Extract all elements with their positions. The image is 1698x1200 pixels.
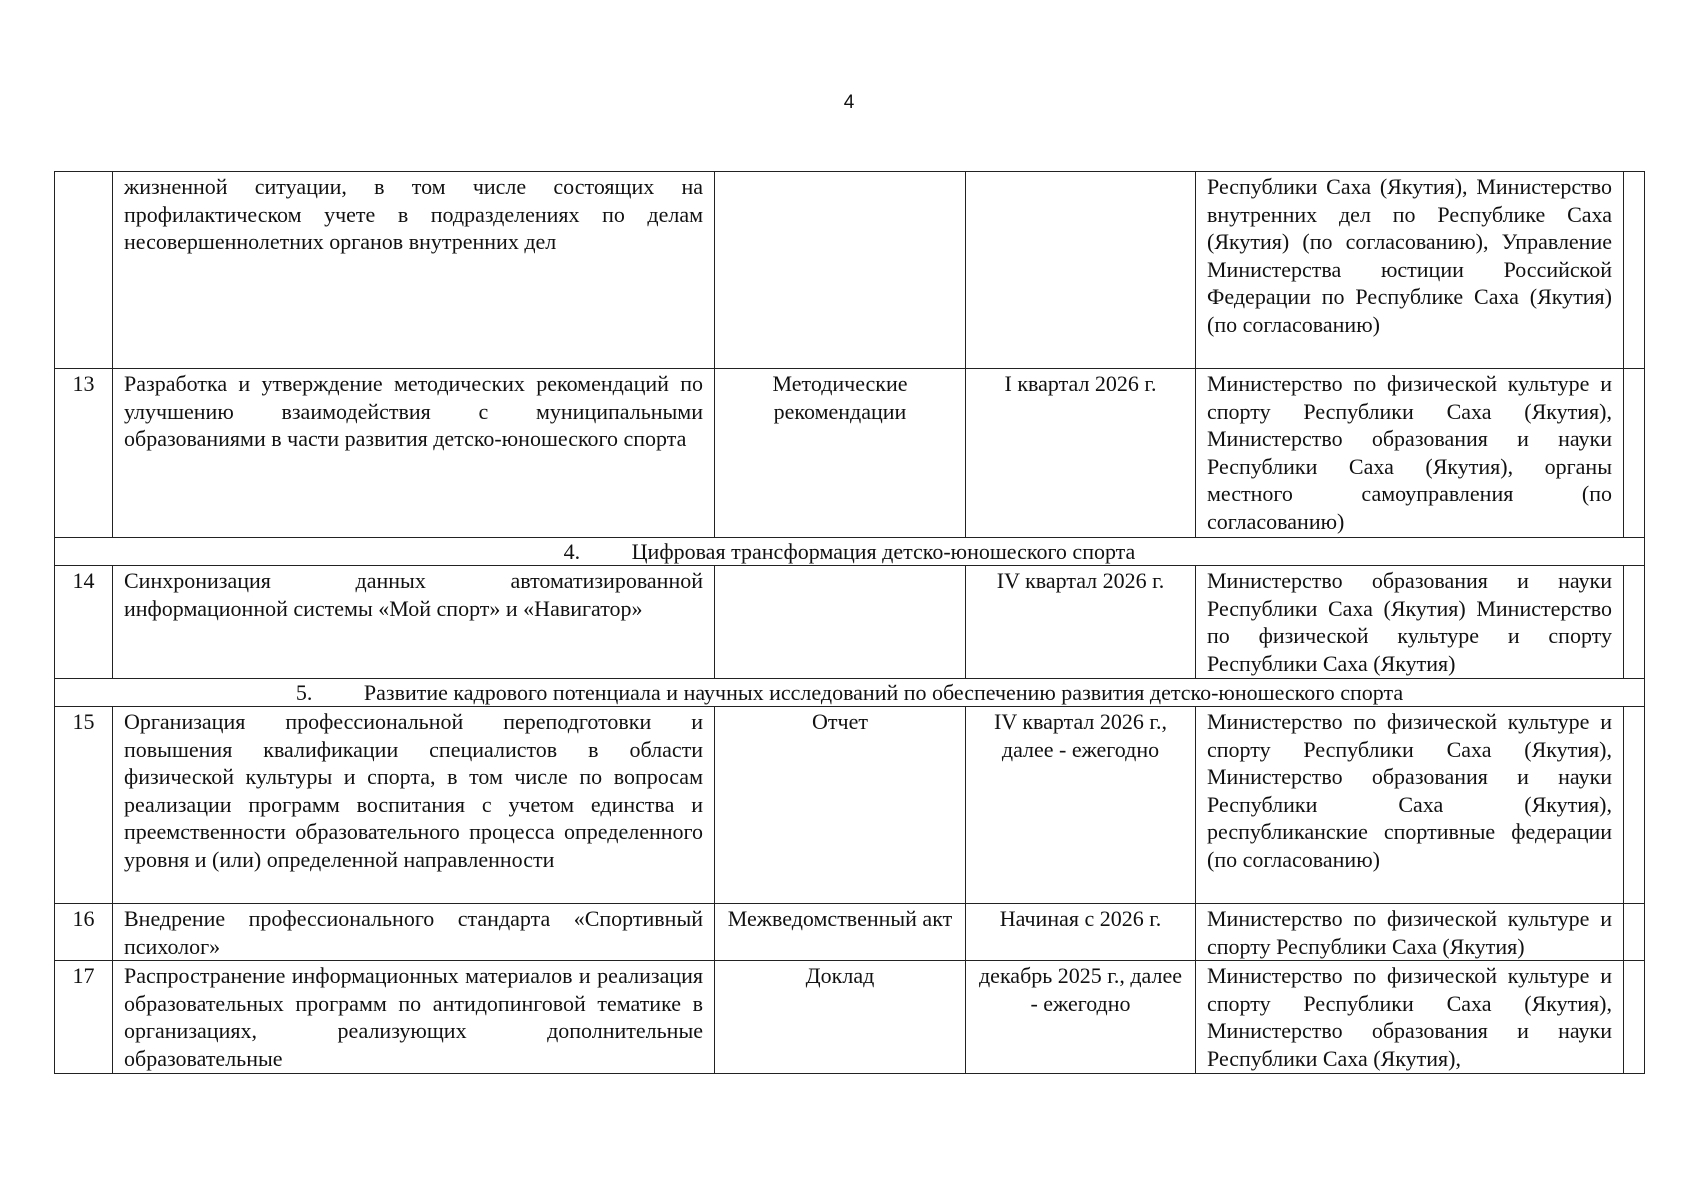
action-cell: Организация профессиональной переподготовки и повышения квалификации специалистов в области физической культуры и спорта, в том числе по вопросам реализации программ воспитания с учетом единства и преемственности образовательного процесса определенного уровня и (или) определенной направленности [113, 707, 715, 904]
table-row [55, 566, 1645, 679]
section-row [55, 538, 1645, 566]
result-cell [715, 566, 966, 679]
row-number: 14 [55, 566, 113, 679]
result-cell: Отчет [715, 707, 966, 904]
action-cell: Синхронизация данных автоматизированной информационной системы «Мой спорт» и «Навигатор» [113, 566, 715, 679]
action-text: Распространение информационных материалов и реализация образовательных программ по антидопинговой тематике в организациях, реализующих дополнительные образовательные [124, 963, 703, 1071]
row-number: 13 [55, 369, 113, 538]
section-heading [55, 538, 1645, 566]
action-cell [113, 961, 715, 1074]
deadline-cell: декабрь 2025 г., далее - ежегодно [966, 961, 1196, 1074]
table-row [55, 707, 1645, 904]
section-row [55, 679, 1645, 707]
extra-cell [1624, 172, 1645, 369]
executors-cell: Министерство по физической культуре и спорту Республики Саха (Якутия) [1196, 904, 1624, 961]
extra-cell [1624, 961, 1645, 1074]
extra-cell [1624, 369, 1645, 538]
section-number: 5. [295, 680, 313, 705]
result-cell: Доклад [715, 961, 966, 1074]
deadline-cell: IV квартал 2026 г. [966, 566, 1196, 679]
row-number [55, 172, 113, 369]
extra-cell [1624, 707, 1645, 904]
action-cell: Разработка и утверждение методических рекомендаций по улучшению взаимодействия с муниципальными образованиями в части развития детско-юношеского спорта [113, 369, 715, 538]
extra-cell [1624, 566, 1645, 679]
page-number: 4 [843, 92, 855, 113]
action-cell: Внедрение профессионального стандарта «Спортивный психолог» [113, 904, 715, 961]
row-number: 17 [55, 961, 113, 1074]
deadline-cell [966, 172, 1196, 369]
executors-cell: Министерство по физической культуре и спорту Республики Саха (Якутия), Министерство образования и науки Республики Саха (Якутия), органы местного самоуправления (по согласованию) [1196, 369, 1624, 538]
result-cell [715, 172, 966, 369]
executors-cell: Министерство по физической культуре и спорту Республики Саха (Якутия), Министерство образования и науки Республики Саха (Якутия), [1196, 961, 1624, 1074]
deadline-cell: Начиная с 2026 г. [966, 904, 1196, 961]
table-row [55, 172, 1645, 369]
table-row [55, 369, 1645, 538]
action-plan-table [54, 171, 1645, 1074]
table-row [55, 961, 1645, 1074]
executors-cell: Министерство по физической культуре и спорту Республики Саха (Якутия), Министерство образования и науки Республики Саха (Якутия), республиканские спортивные федерации (по согласованию) [1196, 707, 1624, 904]
executors-cell: Министерство образования и науки Республики Саха (Якутия) Министерство по физической культуре и спорту Республики Саха (Якутия) [1196, 566, 1624, 679]
action-cell: жизненной ситуации, в том числе состоящих на профилактическом учете в подразделениях по делам несовершеннолетних органов внутренних дел [113, 172, 715, 369]
section-heading [55, 679, 1645, 707]
section-title: Развитие кадрового потенциала и научных исследований по обеспечению развития детско-юношеского спорта [363, 680, 1404, 705]
extra-cell [1624, 904, 1645, 961]
result-cell: Методические рекомендации [715, 369, 966, 538]
row-number: 16 [55, 904, 113, 961]
deadline-cell: IV квартал 2026 г., далее - ежегодно [966, 707, 1196, 904]
table-row [55, 904, 1645, 961]
executors-cell: Республики Саха (Якутия), Министерство внутренних дел по Республике Саха (Якутия) (по согласованию), Управление Министерства юстиции Российской Федерации по Республике Саха (Якутия) (по согласованию) [1196, 172, 1624, 369]
result-cell: Межведомственный акт [715, 904, 966, 961]
section-number: 4. [563, 539, 581, 564]
deadline-cell: I квартал 2026 г. [966, 369, 1196, 538]
section-title: Цифровая трансформация детско-юношеского спорта [631, 539, 1136, 564]
row-number: 15 [55, 707, 113, 904]
